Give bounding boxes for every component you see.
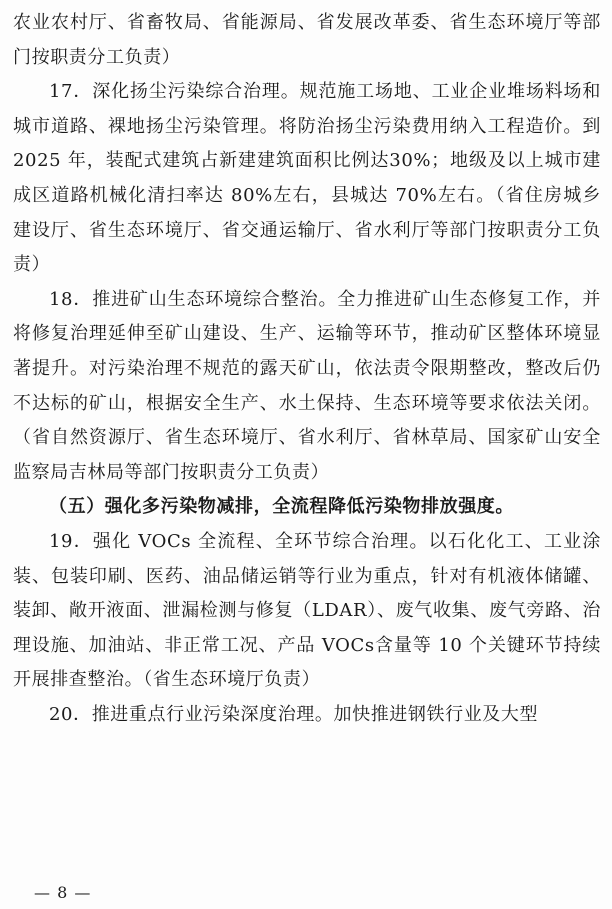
section-heading-five: （五）强化多污染物减排，全流程降低污染物排放强度。 [49,496,514,518]
paragraph-item-20: 20．推进重点行业污染深度治理。加快推进钢铁行业及大型 [49,703,539,725]
paragraph-item-19: 19．强化 VOCs 全流程、全环节综合治理。以石化化工、工业涂装、包装印刷、医药、油品储运销等行业为重点，针对有机液体储罐、装卸、敞开液面、泄漏检测与修复（LDAR）、废气收集、废气旁路、治理设施、加油站、非正常工况、产品 VOCs含量等 10 个关键环节持续开展排查整治。（省生态环境厅负责） [13,530,601,691]
paragraph-continuation: 农业农村厅、省畜牧局、省能源局、省发展改革委、省生态环境厅等部门按职责分工负责） [13,12,601,68]
page-number: — 8 — [34,883,92,902]
paragraph-item-18: 18．推进矿山生态环境综合整治。全力推进矿山生态修复工作，并将修复治理延伸至矿山建设、生产、运输等环节，推动矿区整体环境显著提升。对污染治理不规范的露天矿山，依法责令限期整改，整改后仍不达标的矿山，根据安全生产、水土保持、生态环境等要求依法关闭。（省自然资源厅、省生态环境厅、省水利厅、省林草局、国家矿山安全监察局吉林局等部门按职责分工负责） [13,288,601,483]
document-body [13,6,601,732]
paragraph-item-17: 17．深化扬尘污染综合治理。规范施工场地、工业企业堆场料场和城市道路、裸地扬尘污染管理。将防治扬尘污染费用纳入工程造价。到 2025 年，装配式建筑占新建建筑面积比例达30%；地级及以上城市建成区道路机械化清扫率达 80%左右，县城达 70%左右。（省住房城乡建设厅、省生态环境厅、省交通运输厅、省水利厅等部门按职责分工负责） [13,81,601,276]
